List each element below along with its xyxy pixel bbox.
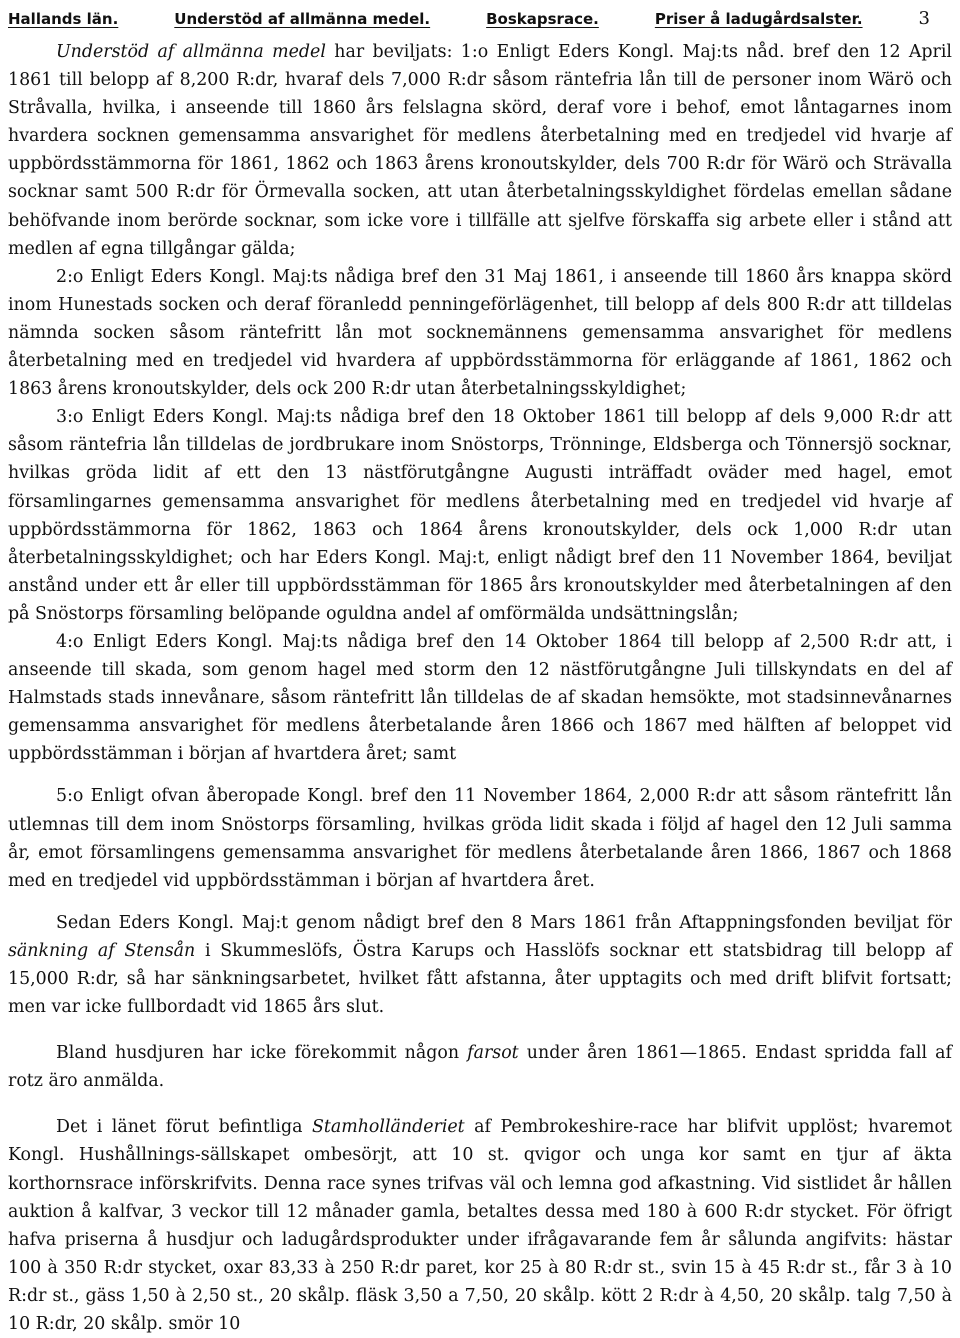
paragraph-farsot xyxy=(8,1039,952,1095)
paragraph-support-2: 2:o Enligt Eders Kongl. Maj:ts nådiga bref den 31 Maj 1861, i anseende till 1860 års knappa skörd inom Hunestads socken och deraf föranledd penningeförlägenhet, till belopp af dels 800 R:dr att tilldelas nämnda socken såsom räntefritt lån mot socknemännens gemensamma ansvarighet för medlens återbetalning med en tredjedel vid hvardera af uppbördsstämmorna för erläggande af 1861, 1862 och 1863 årens kronoutskylder, dels ock 200 R:dr utan återbetalningsskyldighet; xyxy=(8,266,952,400)
paragraph-stensan xyxy=(8,909,952,1021)
paragraph-support-1-text: har beviljats: 1:o Enligt Eders Kongl. Maj:ts nåd. bref den 12 April 1861 till belopp af 8,200 R:dr, hvaraf dels 7,000 R:dr såsom räntefria lån till de personer inom Wärö och Stråvalla, hvilka, i anseende till 1860 års felslagna skörd, deraf vore i behof, emot låntagarnes inom hvardera socknen gemensamma ansvarighet för medlens återbetalning med en tredjedel vid hvarje af uppbördsstämmorna för 1861, 1862 och 1863 årens kronoutskylder, dels 700 R:dr för Wärö och Strävalla socknar samt 500 R:dr för Örmevalla socken, att utan återbetalningsskyldighet fördelas emellan sådane behöfvande inom berörde socknar, som icke vore i tillfälle att sjelfve förskaffa sig arbete eller i stånd att medlen af egna tillgångar gälda; xyxy=(8,42,952,259)
header-prices: Priser å ladugårdsalster. xyxy=(654,10,863,28)
header-support: Understöd af allmänna medel. xyxy=(174,10,431,28)
paragraph-stensan-b: i Skummeslöfs, Östra Karups och Hasslöfs socknar ett statsbidrag till belopp af 15,000 R:dr, så har sänkningsarbetet, hvilket fått afstanna, åter upptagits och med drift blifvit fortsatt; men var icke fullbordadt vid 1865 års slut. xyxy=(8,940,952,1018)
heading-stamhollanderiet: Stamholländeriet xyxy=(311,1117,465,1138)
paragraph-stam-a: Det i länet förut befintliga xyxy=(56,1117,312,1138)
header-livestock: Boskapsrace. xyxy=(486,10,599,28)
heading-stensan: sänkning af Stensån xyxy=(8,940,196,961)
paragraph-farsot-b: under åren 1861—1865. Endast spridda fall af rotz äro anmälda. xyxy=(8,1043,952,1092)
paragraph-farsot-a: Bland husdjuren har icke förekommit någon xyxy=(56,1043,468,1064)
running-header xyxy=(8,4,952,34)
paragraph-support-5: 5:o Enligt ofvan åberopade Kongl. bref den 11 November 1864, 2,000 R:dr att såsom räntefritt lån utlemnas till dem inom Snöstorps församling, hvilkas gröda lidit skada i följd af hagel den 12 Juli samma år, emot församlingens gemensamma ansvarighet för medlens återbetalande åren 1866, 1867 och 1868 med en tredjedel vid uppbördsstämman i början af hvartdera året. xyxy=(8,786,952,891)
page-number: 3 xyxy=(918,8,930,29)
heading-support: Understöd af allmänna medel xyxy=(56,42,326,62)
heading-farsot: farsot xyxy=(467,1043,519,1064)
paragraph-support-3: 3:o Enligt Eders Kongl. Maj:ts nådiga bref den 18 Oktober 1861 till belopp af dels 9,000 R:dr att såsom räntefria lån tilldelas de jordbrukare inom Snöstorps, Trönninge, Eldsberga och Tönnersjö socknar, hvilkas gröda lidit af ett den 13 nästförutgångne Augusti inträffadt oväder med hagel, emot församlingarnes gemensamma ansvarighet för medlens återbetalning med en tredjedel vid hvarje af uppbördsstämmorna för 1862, 1863 och 1864 årens kronoutskylder, dels ock 1,000 R:dr utan återbetalningsskyldighet; och har Eders Kongl. Maj:t, enligt nådigt bref den 11 November 1864, beviljat anstånd under ett år eller till uppbördsstämman för 1865 års kronoutskylder med återbetalningen af den på Snöstorps församling belöpande oguldna andel af omförmälda undsättningslån; xyxy=(8,407,952,624)
header-county: Hallands län. xyxy=(8,10,119,28)
paragraph-support-4: 4:o Enligt Eders Kongl. Maj:ts nådiga bref den 14 Oktober 1864 till belopp af 2,500 R:dr att, i anseende till skada, som genom hagel med storm den 12 nästförutgångne Juli tillskyndats en del af Halmstads stads innevånare, såsom räntefritt lån tilldelas de af skadan hemsökte, mot stadsinnevånarnes gemensamma ansvarighet för medlens återbetalande åren 1866 och 1867 med hälften af beloppet vid uppbördsstämman i början af hvartdera året; samt xyxy=(8,631,952,765)
paragraph-support-1 xyxy=(8,38,952,263)
paragraph-stensan-a: Sedan Eders Kongl. Maj:t genom nådigt bref den 8 Mars 1861 från Aftappningsfonden beviljat för xyxy=(56,912,952,933)
paragraph-stam-b: af Pembrokeshire-race har blifvit upplöst; hvaremot Kongl. Hushållnings-sällskapet ombesörjt, att 10 st. qvigor och unga kor samt en tjur af äkta korthornsrace införskrifvits. Denna race synes trifvas väl och lemna god afkastning. Vid sistlidet år hållen auktion å kalfvar, 3 veckor till 12 månader gamla, betaltes dessa med 180 à 600 R:dr stycket. För öfrigt hafva priserna å husdjur och ladugårdsprodukter under ifrågavarande fem år sålunda angifvits: hästar 100 à 350 R:dr stycket, oxar 83,33 à 250 R:dr paret, kor 25 à 80 R:dr st., svin 15 à 45 R:dr st., får 3 à 10 R:dr st., gäss 1,50 à 2,50 st., 20 skålp. fläsk 3,50 a 7,50, 20 skålp. kött 2 R:dr à 4,50, 20 skålp. talg 7,50 à 10 R:dr, 20 skålp. smör 10 xyxy=(8,1117,952,1335)
